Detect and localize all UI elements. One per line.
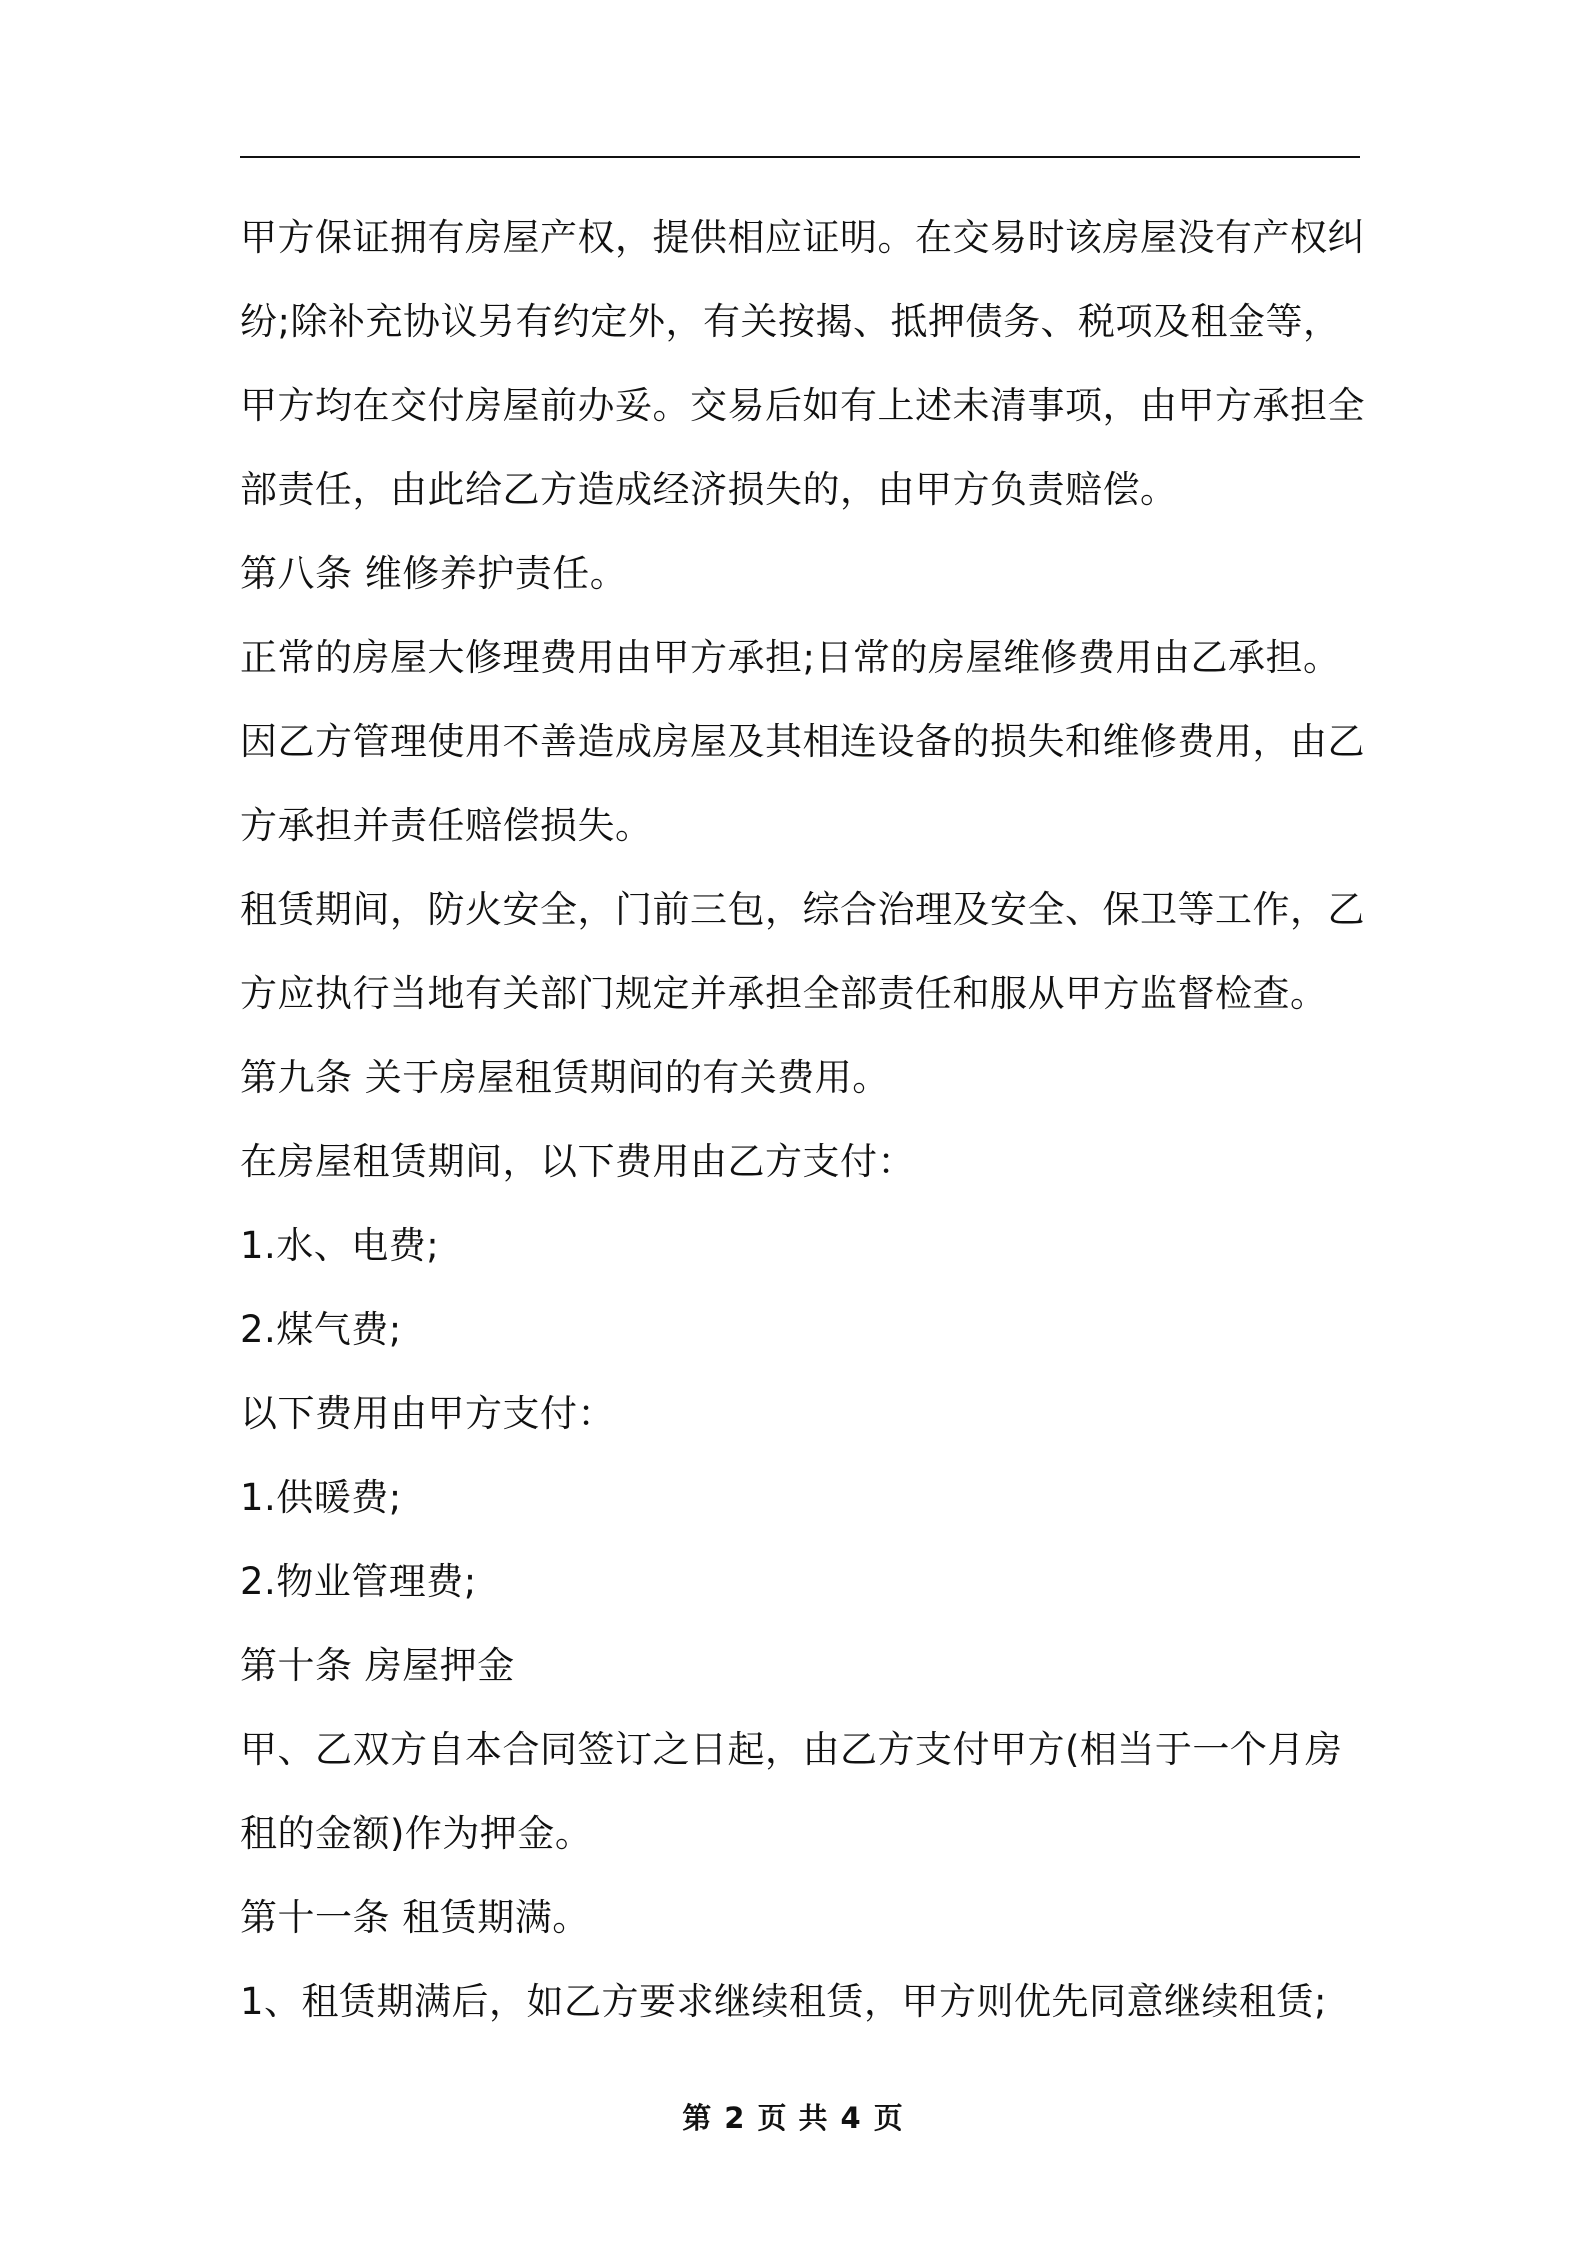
list-item: 1.水、电费; — [240, 1224, 440, 1267]
text-line: 甲、乙双方自本合同签订之日起，由乙方支付甲方(相当于一个月房 — [240, 1728, 1343, 1771]
text-line: 租的金额)作为押金。 — [240, 1812, 593, 1855]
text-line: 方应执行当地有关部门规定并承担全部责任和服从甲方监督检查。 — [240, 972, 1328, 1015]
section-heading: 第十条 房屋押金 — [240, 1644, 515, 1687]
text-line: 甲方均在交付房屋前办妥。交易后如有上述未清事项，由甲方承担全 — [240, 384, 1365, 427]
text-line: 1、租赁期满后，如乙方要求继续租赁，甲方则优先同意继续租赁; — [240, 1980, 1328, 2023]
text-line: 纷;除补充协议另有约定外，有关按揭、抵押债务、税项及租金等， — [240, 300, 1341, 343]
text-line: 甲方保证拥有房屋产权，提供相应证明。在交易时该房屋没有产权纠 — [240, 216, 1365, 259]
page-footer — [0, 2096, 1586, 2137]
section-heading: 第十一条 租赁期满。 — [240, 1896, 590, 1939]
list-item: 2.煤气费; — [240, 1308, 402, 1351]
current-page-number: 2 — [724, 2101, 746, 2135]
section-heading: 第九条 关于房屋租赁期间的有关费用。 — [240, 1056, 890, 1099]
text-line: 因乙方管理使用不善造成房屋及其相连设备的损失和维修费用，由乙 — [240, 720, 1365, 763]
text-line: 租赁期间，防火安全，门前三包，综合治理及安全、保卫等工作，乙 — [240, 888, 1365, 931]
text-line: 部责任，由此给乙方造成经济损失的，由甲方负责赔偿。 — [240, 468, 1178, 511]
text-line: 正常的房屋大修理费用由甲方承担;日常的房屋维修费用由乙承担。 — [240, 636, 1341, 679]
page-label-prefix: 第 — [682, 2101, 713, 2135]
page-label-mid: 页 共 — [757, 2101, 829, 2135]
text-line: 在房屋租赁期间，以下费用由乙方支付： — [240, 1140, 915, 1183]
list-item: 2.物业管理费; — [240, 1560, 477, 1603]
document-body — [240, 196, 1365, 2044]
header-rule — [240, 156, 1360, 158]
page-label-suffix: 页 — [873, 2101, 904, 2135]
text-line: 方承担并责任赔偿损失。 — [240, 804, 653, 847]
total-pages-number: 4 — [840, 2101, 862, 2135]
text-line: 以下费用由甲方支付： — [240, 1392, 615, 1435]
list-item: 1.供暖费; — [240, 1476, 402, 1519]
section-heading: 第八条 维修养护责任。 — [240, 552, 628, 595]
